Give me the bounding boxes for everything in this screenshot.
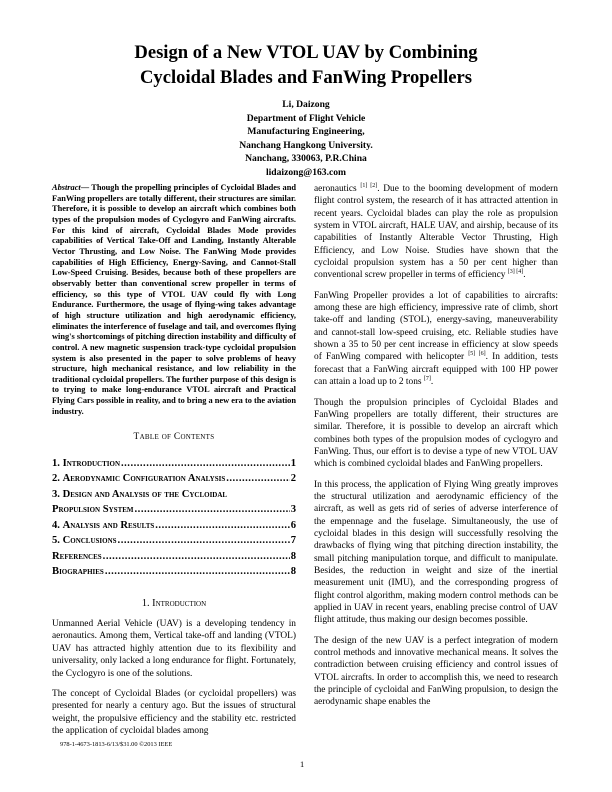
right-paragraph-3: Though the propulsion principles of Cycloidal Blades and FanWing propellers are totally different, their structures are similar. Therefore, it is possible to develop an aircraft which combines both types of the propulsion modes of cyclogyro and FanWing. Thus, our effort is to devise a type of new VTOL UAV which is combined cycloidal blades and FanWing propellers. (314, 397, 558, 470)
title-line-2: Cycloidal Blades and FanWing Propellers (140, 67, 472, 88)
right-paragraph-1: aeronautics [1] [2]. Due to the booming development of modern flight control system, the research of it has attracted attention in recent years. Cycloidal blades can play the role as propulsion system in VTOL aircraft, HALE UAV, and airship, because of its capabilities of Instantly Alterable Vector Thrusting, High Efficiency, and Low Noise. Studies have shown that the cycloidal propulsion system has a 50 per cent higher than conventional screw propeller in terms of efficiency [3] [4]. (314, 182, 558, 281)
right-paragraph-4: In this process, the application of Flying Wing greatly improves the structural utilization and aerodynamic efficiency of the aircraft, as well as gets rid of series of adverse interference of the empennage and the fuselage. Simultaneously, the use of cycloidal blades in this design will successfully resolving the drawbacks of flying wing that pitching direction instability, the small pitching manipulation torque, and difficult to manipulate. Besides, the reduction in weight and size of the inertial measurement unit (IMU), and the corresponding progress of flight control algorithm, making modern control methods can be applied in UAV in recent years, enabling precise control of UAV flight attitude, thus making our design becomes possible. (314, 479, 558, 626)
author-block (80, 98, 532, 180)
citation: [3] [4] (507, 269, 524, 276)
citation: [7] (423, 376, 431, 383)
toc-item[interactable]: 1. Introduction ..... 1 (52, 456, 296, 472)
left-column (52, 183, 296, 745)
toc-heading: Table of Contents (133, 432, 215, 443)
citation: [5] [6] (468, 351, 486, 358)
toc-item[interactable]: 2. Aerodynamic Configuration Analysis ..... 2 (52, 471, 296, 487)
toc-item[interactable]: Propulsion System ..... 3 (52, 502, 296, 518)
title-line-1: Design of a New VTOL UAV by Combining (134, 42, 478, 63)
toc-item[interactable]: References ..... 8 (52, 549, 296, 565)
author-city: Nanchang, 330063, P.R.China (245, 153, 367, 165)
paper-title (40, 40, 572, 90)
right-paragraph-5: The design of the new UAV is a perfect integration of modern control methods and innovative mechanical means. It solves the contradiction between cruising efficiency and control issues of VTOL aircrafts. In order to accomplish this, we need to research the principle of cycloidal and FanWing propulsion, to design the aerodynamic shape enables the (314, 635, 558, 708)
copyright-footer: 978-1-4673-1813-6/13/$31.00 ©2013 IEEE (60, 741, 173, 748)
author-school: Manufacturing Engineering, (247, 126, 365, 138)
abstract (52, 183, 296, 417)
right-paragraph-2: FanWing Propeller provides a lot of capabilities to aircrafts: among these are high efficiency, impressive rate of climb, short take-off and landing (STOL), energy-saving, maneuverability and cannot-stall low-speed cruising, etc. Reliable studies have shown a 35 to 50 per cent increase in efficiency at slow speeds of FanWing compared with helicopter [5] [6]. In addition, tests forecast that a FanWing aircraft equipped with 100 HP power can attain a load up to 2 tons [7]. (314, 290, 559, 388)
abstract-text: Though the propelling principles of Cycloidal Blades and FanWing propellers are totally different, their structures are similar. Therefore, it is possible to develop an aircraft which combines both types of the propulsion modes of Cyclogyro and FanWing aircrafts. For this kind of aircraft, Cycloidal Blades Mode provides capabilities of Vertical Take-Off and Landing, Instantly Alterable Vector Thrusting, and Low Noise. The FanWing Mode provides capabilities of High Efficiency, Energy-Saving, and Cannot-Stall Low-Speed Cruising. Besides, because both of these propellers are observably better than conventional screw propeller in terms of efficiency, so this type of VTOL UAV could fly with Long Endurance. Furthermore, the usage of flying-wing takes advantage of high structure utilization and high aerodynamic efficiency, eliminates the interference of fuselage and tail, and overcomes flying wing's shortcomings of pitching direction instability and difficulty of control. A new magnetic suspension track-type cycloidal propulsion system is also presented in the paper to solve problems of heavy structure, high mechanical resistance, and low reliability in the traditional cycloidal propellers. The further purpose of this design is to trying to make long-endurance VTOL aircraft and Practical Flying Cars possible in reality, and to bring a new era to the aviation industry. (52, 183, 297, 416)
citation: [1] [2] (360, 182, 378, 189)
table-of-contents (52, 456, 296, 580)
author-dept: Department of Flight Vehicle (246, 112, 366, 124)
author-name: Li, Daizong (282, 99, 330, 110)
right-column (314, 183, 558, 717)
toc-item[interactable]: 4. Analysis and Results ..... 6 (52, 518, 296, 534)
page-number: 1 (300, 760, 305, 769)
toc-item[interactable]: 3. Design and Analysis of the Cycloidal (52, 488, 228, 500)
section-heading-introduction: 1. Introduction (141, 597, 207, 609)
intro-paragraph-2: The concept of Cycloidal Blades (or cycloidal propellers) was presented for nearly a century ago. But the issues of structural weight, the propulsive efficiency and the stability etc. restricted the application of cycloidal blades among (52, 688, 296, 736)
toc-item[interactable]: Biographies ..... 8 (52, 564, 296, 580)
toc-item[interactable]: 5. Conclusions ..... 7 (52, 533, 296, 549)
abstract-label: Abstract (52, 183, 81, 192)
abstract-dash: — (80, 183, 92, 192)
author-email: lidaizong@163.com (265, 166, 347, 178)
author-university: Nanchang Hangkong University. (239, 139, 373, 151)
intro-paragraph-1: Unmanned Aerial Vehicle (UAV) is a developing tendency in aeronautics. Among them, Vertical take-off and landing (VTOL) UAV has attracted highly attention due to its flexibility and universality, only lacked a long endurance for flight. Fortunately, the Cyclogyro is one of the solutions. (52, 619, 296, 679)
